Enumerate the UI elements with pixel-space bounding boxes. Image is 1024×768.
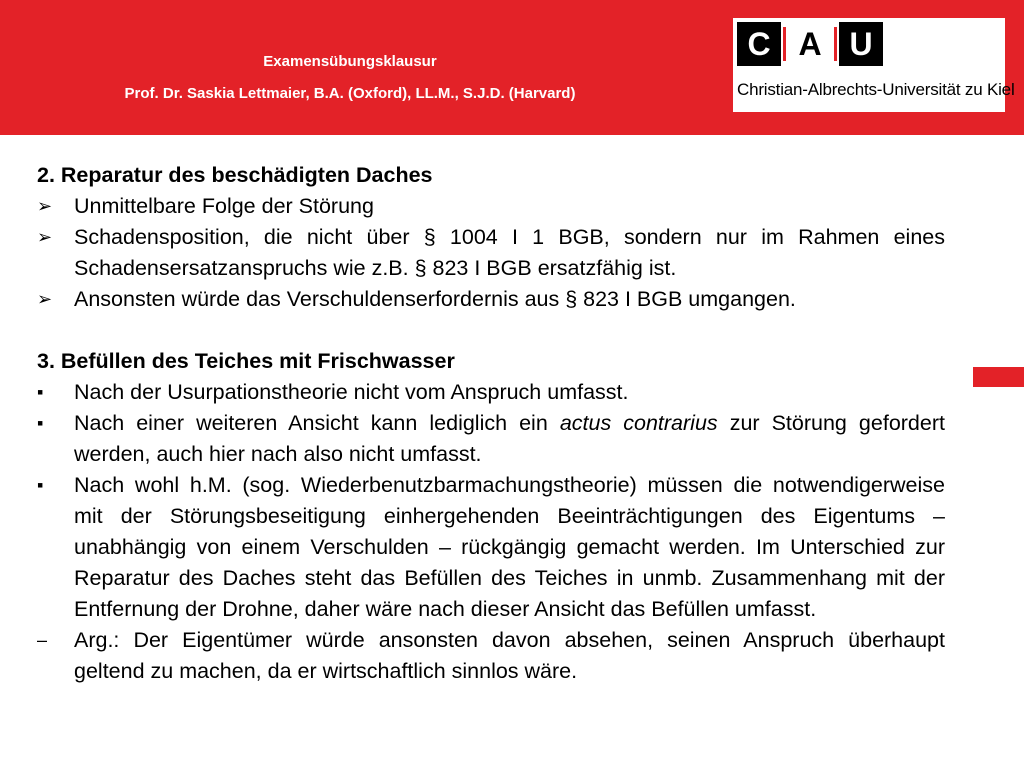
arrow-bullet-icon: ➢: [37, 227, 53, 247]
list-item-text: Ansonsten würde das Verschuldenserfordernis aus § 823 I BGB umgangen.: [74, 287, 796, 311]
slide-content: [37, 160, 945, 687]
arrow-bullet-icon: ➢: [37, 196, 53, 216]
list-item: [37, 377, 945, 408]
section-spacer: [37, 315, 945, 346]
side-tab-marker: [973, 367, 1024, 387]
logo-letter-u: U: [839, 22, 883, 66]
square-bullet-icon: ▪: [37, 413, 44, 433]
logo-letters: [737, 22, 883, 66]
logo-separator: [834, 27, 837, 61]
list-item-text: Nach wohl h.M. (sog. Wiederbenutzbarmachungstheorie) müssen die notwendigerweise mit der Störungsbeseitigung einhergehenden Beeinträchtigungen des Eigentums – unabhängig von einem Verschulden – rückgängig gemacht werden. Im Unterschied zur Reparatur des Daches steht das Befüllen des Teiches in unmb. Zusammenhang mit der Entfernung der Drohne, daher wäre nach dieser Ansicht das Befüllen umfasst.: [74, 473, 945, 621]
square-bullet-icon: ▪: [37, 475, 44, 495]
argument-text: Arg.: Der Eigentümer würde ansonsten davon absehen, seinen Anspruch überhaupt geltend zu machen, da er wirtschaftlich sinnlos wäre.: [74, 628, 945, 683]
logo-university-name: Christian-Albrechts-Universität zu Kiel: [737, 80, 1015, 99]
header-author: Prof. Dr. Saskia Lettmaier, B.A. (Oxford), LL.M., S.J.D. (Harvard): [124, 85, 576, 102]
emphasis-text: actus contrarius: [559, 411, 718, 435]
university-logo: [733, 18, 1015, 112]
section-heading: 2. Reparatur des beschädigten Daches: [37, 163, 433, 187]
list-item-text: Schadensposition, die nicht über § 1004 I 1 BGB, sondern nur im Rahmen eines Schadensersatzanspruchs wie z.B. § 823 I BGB ersatzfähig ist.: [74, 225, 945, 280]
list-item: [37, 222, 945, 284]
list-item: [37, 284, 945, 315]
square-bullet-icon: ▪: [37, 382, 44, 402]
header-banner: [0, 0, 1024, 135]
list-item: [37, 191, 945, 222]
list-item-text: Unmittelbare Folge der Störung: [74, 194, 374, 218]
dash-bullet-icon: –: [37, 630, 48, 650]
header-title: Examensübungsklausur: [263, 53, 437, 70]
argument-item: [37, 625, 945, 687]
header-text: [60, 46, 640, 110]
section-heading: 3. Befüllen des Teiches mit Frischwasser: [37, 349, 455, 373]
text-after-emphasis: zur Störung gefordert werden, auch hier nach also nicht umfasst.: [74, 411, 945, 466]
text-before-emphasis: Nach einer weiteren Ansicht kann lediglich ein: [74, 411, 560, 435]
list-item-text: Nach der Usurpationstheorie nicht vom Anspruch umfasst.: [74, 380, 629, 404]
arrow-bullet-icon: ➢: [37, 289, 53, 309]
logo-letter-a: A: [788, 22, 832, 66]
logo-separator: [783, 27, 786, 61]
list-item: [37, 408, 945, 470]
list-item-text: [74, 408, 945, 470]
logo-letter-c: C: [737, 22, 781, 66]
list-item: [37, 470, 945, 625]
